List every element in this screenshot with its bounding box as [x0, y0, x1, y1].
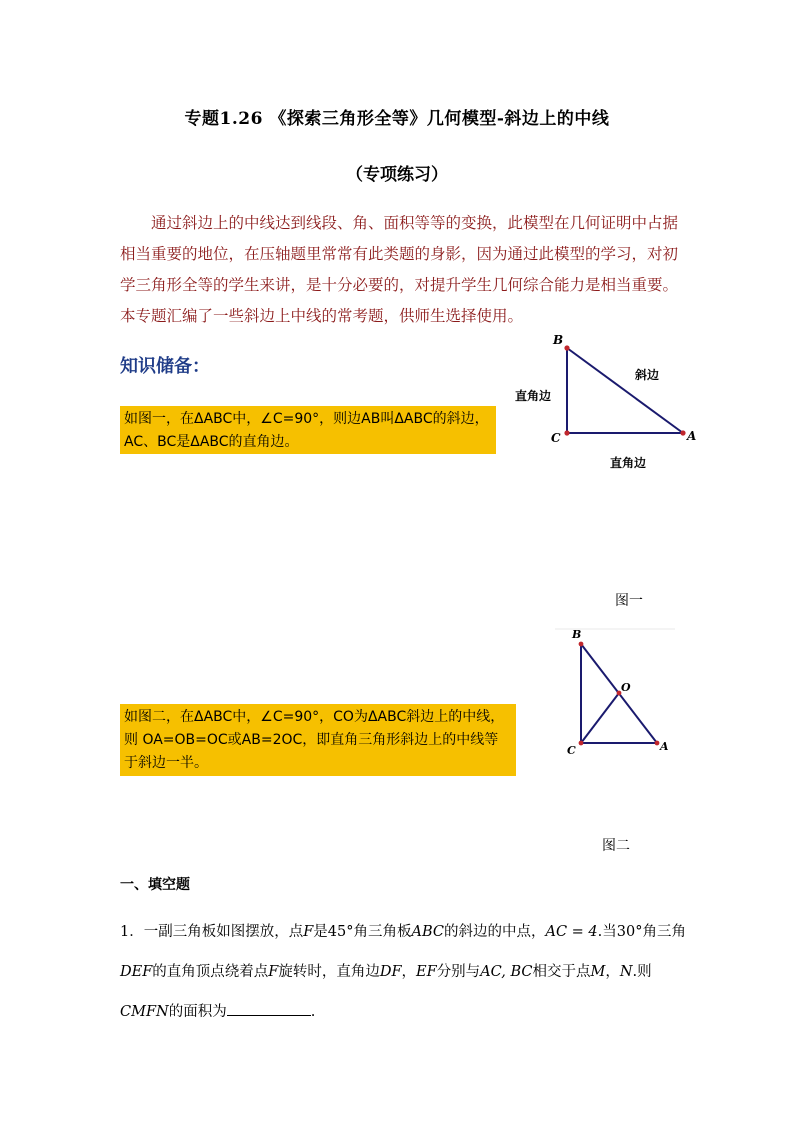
point-a [680, 430, 685, 435]
point-a [655, 741, 660, 746]
q1-text: 的斜边的中点， [444, 924, 546, 940]
point-c [579, 741, 584, 746]
label-leg-vertical: 直角边 [515, 389, 552, 403]
point-b [579, 642, 584, 647]
definition-box-2: 如图二，在ΔABC中，∠C=90°，CO为ΔABC斜边上的中线，则 OA=OB=OC或AB=2OC，即直角三角形斜边上的中线等于斜边一半。 [120, 704, 516, 776]
q1-var: DEF [120, 964, 153, 980]
q1-text: . [310, 1004, 316, 1020]
hypotenuse-ab [567, 348, 683, 433]
q1-text: 旋转时，直角边 [278, 964, 380, 980]
label-a: A [660, 740, 669, 753]
label-leg-horizontal: 直角边 [610, 456, 647, 470]
answer-blank[interactable] [227, 1001, 311, 1016]
point-b [564, 345, 569, 350]
q1-var: DF [379, 964, 402, 980]
label-hypotenuse: 斜边 [635, 368, 660, 382]
q1-var: EF [416, 964, 437, 980]
q1-text: 1．一副三角板如图摆放，点 [120, 924, 304, 940]
intro-paragraph: 通过斜边上的中线达到线段、角、面积等等的变换，此模型在几何证明中占据相当重要的地位，在压轴题里常常有此类题的身影，因为通过此模型的学习，对初学三角形全等的学生来讲，是十分必要的，对提升学生几何综合能力是相当重要。本专题汇编了一些斜边上中线的常考题，供师生选择使用。 [120, 214, 679, 325]
q1-var: F [268, 964, 279, 980]
figure-1-caption: 图一 [615, 593, 643, 609]
q1-text: 是45°角三角板 [313, 924, 412, 940]
q1-var: AC, BC [480, 964, 533, 980]
label-b: B [553, 333, 564, 347]
section-heading: 一、填空题 [120, 877, 190, 893]
figure-1-right-triangle [505, 328, 705, 478]
median-co [581, 693, 619, 743]
q1-text: .则 [632, 964, 652, 980]
label-c: C [567, 744, 576, 757]
knowledge-heading: 知识储备： [120, 356, 210, 377]
point-c [564, 430, 569, 435]
q1-var: M [590, 964, 606, 980]
q1-text: .当30°角三角 [597, 924, 686, 940]
q1-var: AC = 4 [545, 924, 598, 940]
q1-var: F [303, 924, 314, 940]
q1-var: CMFN [120, 1004, 169, 1020]
q1-text: 的面积为 [168, 1004, 227, 1020]
label-a: A [687, 429, 697, 443]
page-title: 专题1.26 《探索三角形全等》几何模型-斜边上的中线 [184, 109, 610, 129]
definition-box-1: 如图一，在ΔABC中，∠C=90°，则边AB叫ΔABC的斜边，AC、BC是ΔABC的直角边。 [120, 406, 496, 454]
q1-text: 分别与 [436, 964, 481, 980]
label-c: C [551, 431, 561, 445]
q1-text: ， [401, 964, 417, 980]
q1-var: N [619, 964, 633, 980]
q1-var: ABC [411, 924, 444, 940]
label-o: O [621, 681, 631, 694]
page-subtitle: （专项练习） [346, 165, 448, 185]
label-b: B [572, 628, 582, 641]
figure-2-caption: 图二 [602, 838, 630, 854]
figure-2-median-triangle [555, 625, 680, 760]
q1-text: 的直角顶点绕着点 [152, 964, 269, 980]
question-1 [120, 912, 690, 1032]
q1-text: 相交于点 [532, 964, 591, 980]
q1-text: ， [605, 964, 620, 980]
